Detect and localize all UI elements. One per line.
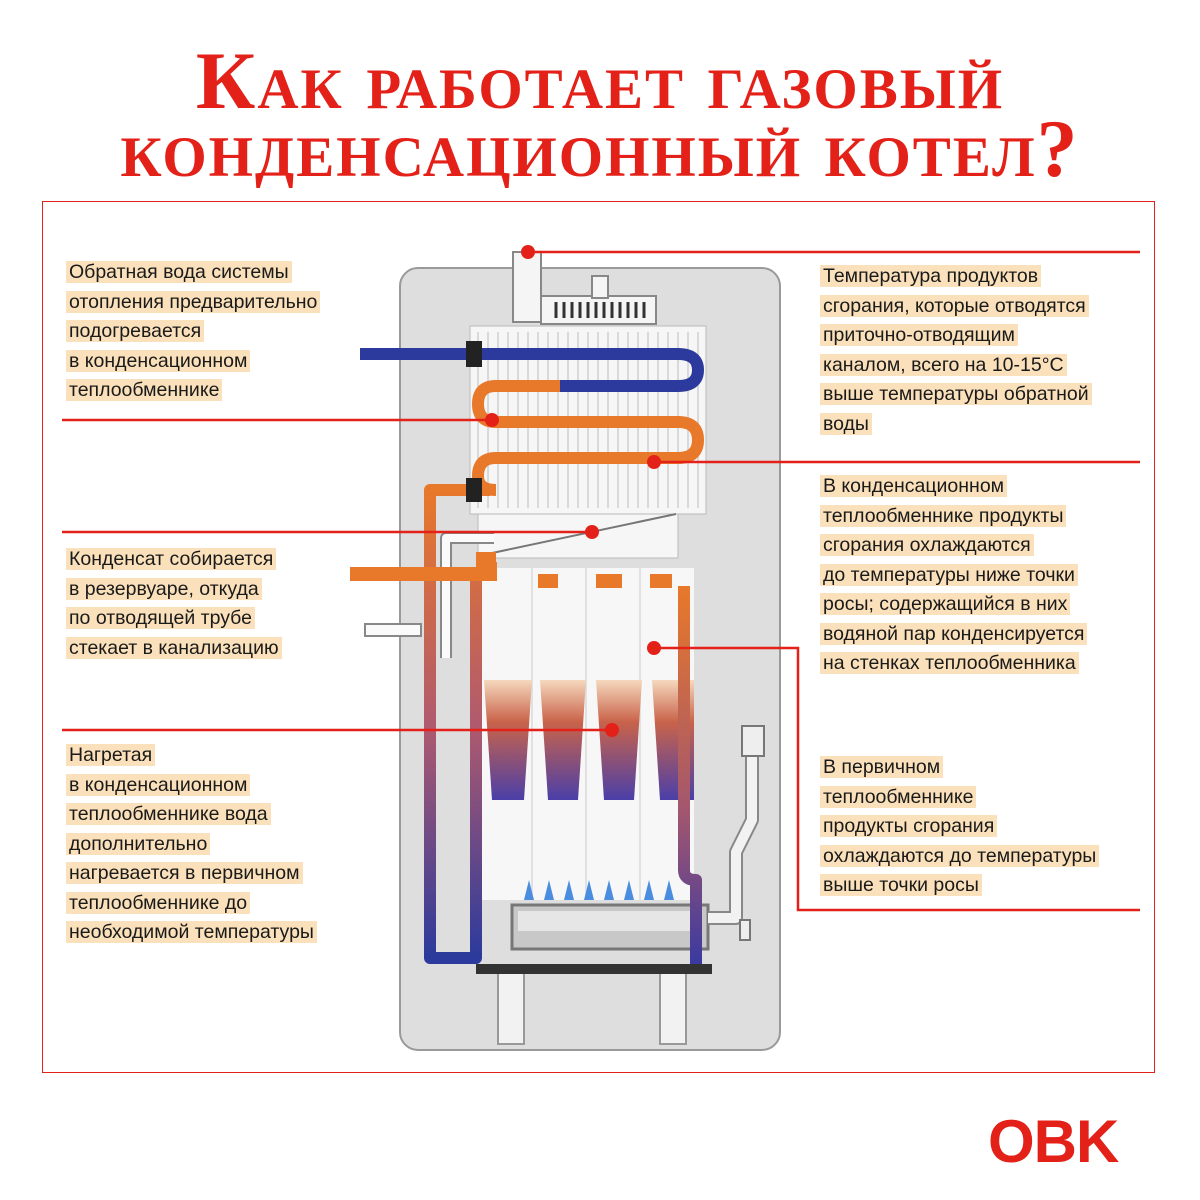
caption-line: необходимой температуры	[66, 921, 317, 943]
caption-line: по отводящей трубе	[66, 607, 255, 629]
flue-duct	[513, 252, 541, 322]
caption-line: сгорания охлаждаются	[820, 534, 1034, 556]
title-line-2: конденсационный котел?	[120, 103, 1080, 194]
caption-line: в резервуаре, откуда	[66, 578, 262, 600]
caption-return-water	[66, 258, 320, 406]
caption-line: до температуры ниже точки	[820, 564, 1078, 586]
caption-line: водяной пар конденсируется	[820, 623, 1087, 645]
caption-line: каналом, всего на 10-15°C	[820, 354, 1067, 376]
obk-logo: OBK	[988, 1108, 1119, 1175]
caption-line: приточно-отводящим	[820, 324, 1018, 346]
title-line-1: Как работает газовый	[195, 35, 1005, 126]
caption-line: охлаждаются до температуры	[820, 845, 1099, 867]
caption-line: В первичном	[820, 756, 943, 778]
caption-line: теплообменнике	[66, 379, 222, 401]
caption-line: стекает в канализацию	[66, 637, 282, 659]
caption-condensing-exchanger	[820, 472, 1087, 679]
caption-line: выше температуры обратной	[820, 383, 1092, 405]
caption-line: теплообменнике продукты	[820, 505, 1066, 527]
caption-line: теплообменнике вода	[66, 803, 271, 825]
caption-line: росы; содержащийся в них	[820, 593, 1070, 615]
caption-flue-temperature	[820, 262, 1092, 439]
caption-line: Температура продуктов	[820, 265, 1041, 287]
caption-line: отопления предварительно	[66, 291, 320, 313]
caption-line: воды	[820, 413, 872, 435]
caption-condensate	[66, 545, 282, 663]
caption-line: теплообменнике до	[66, 892, 250, 914]
caption-line: продукты сгорания	[820, 815, 997, 837]
caption-line: нагревается в первичном	[66, 862, 303, 884]
caption-line: Обратная вода системы	[66, 261, 292, 283]
caption-line: сгорания, которые отводятся	[820, 295, 1089, 317]
caption-line: Нагретая	[66, 744, 155, 766]
caption-line: на стенках теплообменника	[820, 652, 1079, 674]
caption-heated-water	[66, 741, 317, 948]
caption-line: Конденсат собирается	[66, 548, 276, 570]
caption-line: подогревается	[66, 320, 204, 342]
caption-line: дополнительно	[66, 833, 210, 855]
caption-line: в конденсационном	[66, 350, 250, 372]
caption-primary-exchanger	[820, 753, 1099, 901]
caption-line: выше точки росы	[820, 874, 982, 896]
caption-line: в конденсационном	[66, 774, 250, 796]
caption-line: В конденсационном	[820, 475, 1007, 497]
caption-line: теплообменнике	[820, 786, 976, 808]
